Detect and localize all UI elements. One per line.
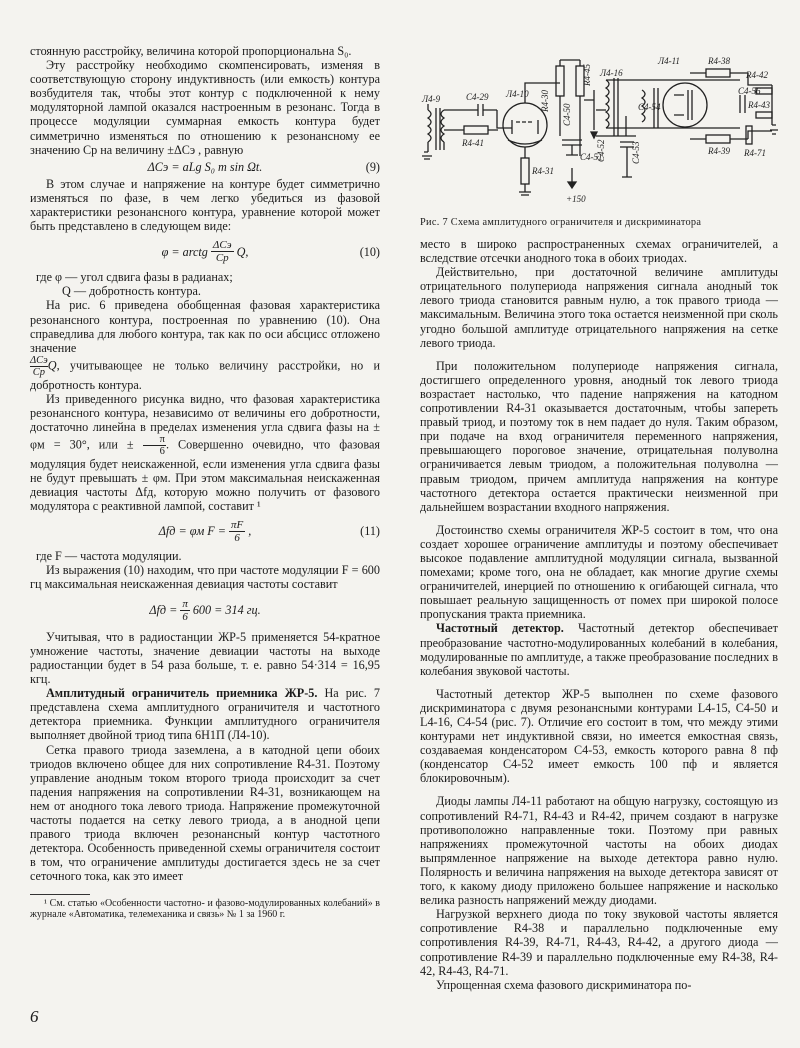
paragraph: Амплитудный ограничитель приемника ЖР-5. На рис. 7 представлена схема амплитудного ограничителя и частотного детектора приемника. Функции амплитудного ограничителя выполняет двойной триод типа 6Н1П (Л4-10). bbox=[30, 686, 380, 743]
fraction: ΔCэ Cр bbox=[30, 354, 48, 378]
svg-text:Л4-10: Л4-10 bbox=[506, 89, 529, 99]
svg-text:R4-38: R4-38 bbox=[708, 56, 730, 66]
svg-text:R4-31: R4-31 bbox=[532, 166, 554, 176]
paragraph: Нагрузкой верхнего диода по току звуковой частоты является сопротивление R4-38 и параллельно подключенные ему сопротивления R4-39, R4-71, R4-43, R4-42, а другого диода — сопротивление R4-39 и параллельно подключенные ему R4-38, R4-42, R4-43, R4-71. bbox=[420, 907, 778, 978]
paragraph: Учитывая, что в радиостанции ЖР-5 применяется 54-кратное умножение частоты, значение девиации частоты на выходе радиостанции будет в 54 раза больше, т. е. равно 54·314 = 16,95 кгц. bbox=[30, 629, 380, 687]
svg-text:R4-71: R4-71 bbox=[744, 148, 766, 158]
svg-text:Л4-16: Л4-16 bbox=[600, 68, 623, 78]
svg-text:Л4-9: Л4-9 bbox=[422, 94, 441, 104]
svg-text:C4-56: C4-56 bbox=[738, 86, 761, 96]
paragraph: Частотный детектор ЖР-5 выполнен по схеме фазового дискриминатора с двумя резонансными контурами L4-15, C4-50 и L4-16, C4-54 (рис. 7). Отличие его состоит в том, что между этими контурами нет индуктивной связи, но имеется емкостная связь, создаваемая конденсатором C4-53, емкость которого равна 8 пф (конденсатор C4-52 имеет емкость 100 пф и является блокировочным). bbox=[420, 686, 778, 786]
svg-text:C4-51: C4-51 bbox=[580, 152, 603, 162]
fraction: $\frac{\pi F}{6}$ bbox=[231, 518, 244, 544]
fraction: ΔCэ Cр bbox=[212, 239, 232, 265]
paragraph: Эту расстройку необходимо скомпенсировать, изменяя в соответствующую сторону индуктивность (или емкость) контура возбудителя так, чтобы этот контур с подключенной к нему модуляторной лампой оказался настроенным в резонанс. Тогда в процессе модуляции суммарная емкость контура будет симметрично изменяться по отношению к резонансному ее значению Cр на величину ±ΔCэ , равную bbox=[30, 58, 380, 157]
svg-text:R4-43: R4-43 bbox=[748, 100, 770, 110]
equation-12: Δfд = $\frac{\pi}{6}$ 600 = 314 гц. bbox=[149, 597, 261, 623]
svg-text:R4-41: R4-41 bbox=[462, 138, 484, 148]
right-column bbox=[420, 237, 778, 992]
paragraph: На рис. 6 приведена обобщенная фазовая характеристика резонансного контура, построенная по уравнению (10). Она справедлива для любого контура, так как по оси абсцисс отложено значение bbox=[30, 298, 380, 355]
definition: Q — добротность контура. bbox=[62, 284, 201, 299]
paragraph: Сетка правого триода заземлена, а в катодной цепи обоих триодов включено общее для них сопротивление R4-31. Поэтому управление анодным током второго триода происходит за счет падения напряжения на сопротивлении R4-31, возникающем на нем от анодного тока левого триода. Напряжение промежуточной частоты подается на сетку левого триода, а в анодной цепи правого триода включен резонансный контур частотного детектора. Особенность приведенной схемы ограничителя состоит в том, что ограничение амплитуды достигается здесь не за счет сеточного тока, как это имеет bbox=[30, 742, 380, 884]
equation-number: (10) bbox=[359, 244, 380, 259]
definition: где φ — угол сдвига фазы в радианах; bbox=[36, 270, 233, 285]
equation-number: (9) bbox=[365, 159, 380, 174]
fraction: $\frac{\pi}{6}$ bbox=[143, 434, 166, 457]
svg-text:C4-54: C4-54 bbox=[638, 102, 661, 112]
svg-text:+150: +150 bbox=[566, 194, 586, 204]
svg-text:R4-42: R4-42 bbox=[746, 70, 768, 80]
footnote: ¹ См. статью «Особенности частотно- и фазово-модулированных колебаний» в журнале «Автоматика, телемеханика и связь» № 1 за 1960 г. bbox=[30, 897, 380, 920]
svg-text:C4-53: C4-53 bbox=[631, 141, 641, 164]
paragraph: ΔCэ Cр Q, учитывающее не только величину расстройки, но и добротность контура. bbox=[30, 354, 380, 392]
paragraph: Диоды лампы Л4-11 работают на общую нагрузку, состоящую из сопротивлений R4-71, R4-43 и R4-42, причем создают в нагрузке противоположно направленные токи. Поэтому при равных напряжениях промежуточной частоты на обоих диодах выпрямленное напряжение на выходе детектора равно нулю. Полярность и величина напряжения на выходе детектора зависят от того, к какому диоду приложено большее напряжение и насколько велика разность напряжений между диодами. bbox=[420, 794, 778, 908]
paragraph: место в широко распространенных схемах ограничителей, а вследствие отсечки анодного тока в обоих триодах. bbox=[420, 237, 778, 266]
paragraph: Из выражения (10) находим, что при частоте модуляции F = 600 гц максимальная неискаженная девиация частоты составит bbox=[30, 562, 380, 591]
paragraph: Из приведенного рисунка видно, что фазовая характеристика резонансного контура, независимо от величины его добротности, достаточно линейна в пределах изменения угла сдвига фазы на ± φм = 30°, или ± $\frac{\pi}{6}$ . Совершенно очевидно, что фазовая модуляция будет неискаженной, если изменения угла сдвига фазы не будут превышать ± φм. При этом максимальная неискаженная девиация частоты Δfд, которую можно получить от фазового модулятора с реактивной лампой, составит ¹ bbox=[30, 391, 380, 514]
svg-text:C4-50: C4-50 bbox=[562, 103, 572, 126]
svg-text:R4-45: R4-45 bbox=[582, 64, 592, 86]
equation-number: (11) bbox=[360, 523, 380, 538]
definition: где F — частота модуляции. bbox=[36, 548, 182, 563]
fraction: $\frac{\pi}{6}$ bbox=[182, 597, 188, 623]
left-column bbox=[30, 44, 380, 921]
paragraph: При положительном полупериоде напряжения сигнала, достигшего определенного уровня, анодный ток левого триода возрастает настолько, что падение напряжения на катодном сопротивлении R4-31 оказывается достаточным, чтобы запереть правый триод, и поэтому ток в нем падает до нуля. Таким образом, при подаче на вход ограничителя переменного напряжения, превышающего пороговое значение, отрицательная полуволна ограничивается левым триодом, а положительная полуволна — правым триодом, причем амплитуда напряжения на контуре частотного детектора остается практически неизменной при дальнейшем возрастании входного напряжения. bbox=[420, 358, 778, 514]
paragraph: Достоинство схемы ограничителя ЖР-5 состоит в том, что она создает хорошее ограничение амплитуды и поэтому обеспечивает высокое подавление амплитудной модуляции сигнала, вызванной помехами; кроме того, она не обладает, как многие другие схемы ограничителей, инерцией по отношению к огибающей сигнала, что повышает реальную защищенность от помех при широкой полосе пропускания тракта приемника. bbox=[420, 522, 778, 622]
page-number: 6 bbox=[30, 1007, 39, 1026]
svg-text:C4-29: C4-29 bbox=[466, 92, 489, 102]
circuit-schematic bbox=[420, 50, 778, 215]
section-heading: Частотный детектор. bbox=[436, 621, 564, 636]
circuit-diagram bbox=[420, 50, 778, 215]
footnote-divider bbox=[30, 894, 90, 895]
svg-text:R4-30: R4-30 bbox=[540, 90, 550, 112]
svg-text:C4-52: C4-52 bbox=[596, 139, 606, 162]
paragraph: стоянную расстройку, величина которой пропорциональна S₀. bbox=[30, 44, 352, 58]
paragraph: В этом случае и напряжение на контуре будет симметрично изменяться по фазе, в чем легко убедиться из фазовой характеристики резонансного контура, уравнение которой может быть представлено в следующем виде: bbox=[30, 176, 380, 234]
svg-text:R4-39: R4-39 bbox=[708, 146, 730, 156]
paragraph: Частотный детектор. Частотный детектор обеспечивает преобразование частотно-модулированных колебаний в колебания, модулированные по амплитуде, а также преобразование последних в колебания звуковой частоты. bbox=[420, 621, 778, 678]
equation-10: φ = arctg ΔCэ Cр Q, (10) bbox=[161, 239, 380, 265]
paragraph: Упрощенная схема фазового дискриминатора по- bbox=[436, 977, 692, 992]
figure-caption: Рис. 7 Схема амплитудного ограничителя и дискриминатора bbox=[420, 217, 702, 228]
section-heading: Амплитудный ограничитель приемника ЖР-5. bbox=[46, 686, 318, 701]
equation-11: Δfд = φм F = $\frac{\pi F}{6}$ , (11) bbox=[158, 518, 380, 544]
equation-9: ΔCэ = aLg S₀ m sin Ωt. (9) bbox=[147, 159, 380, 174]
paragraph: Действительно, при достаточной величине амплитуды отрицательного полупериода напряжения сигнала анодный ток левого триода становится равным нулю, а ток правого триода — максимальным. Величина этого тока остается неизменной при сколь угодно большой амплитуде отрицательного напряжения на сетке левого триода. bbox=[420, 265, 778, 350]
svg-text:Л4-11: Л4-11 bbox=[658, 56, 680, 66]
